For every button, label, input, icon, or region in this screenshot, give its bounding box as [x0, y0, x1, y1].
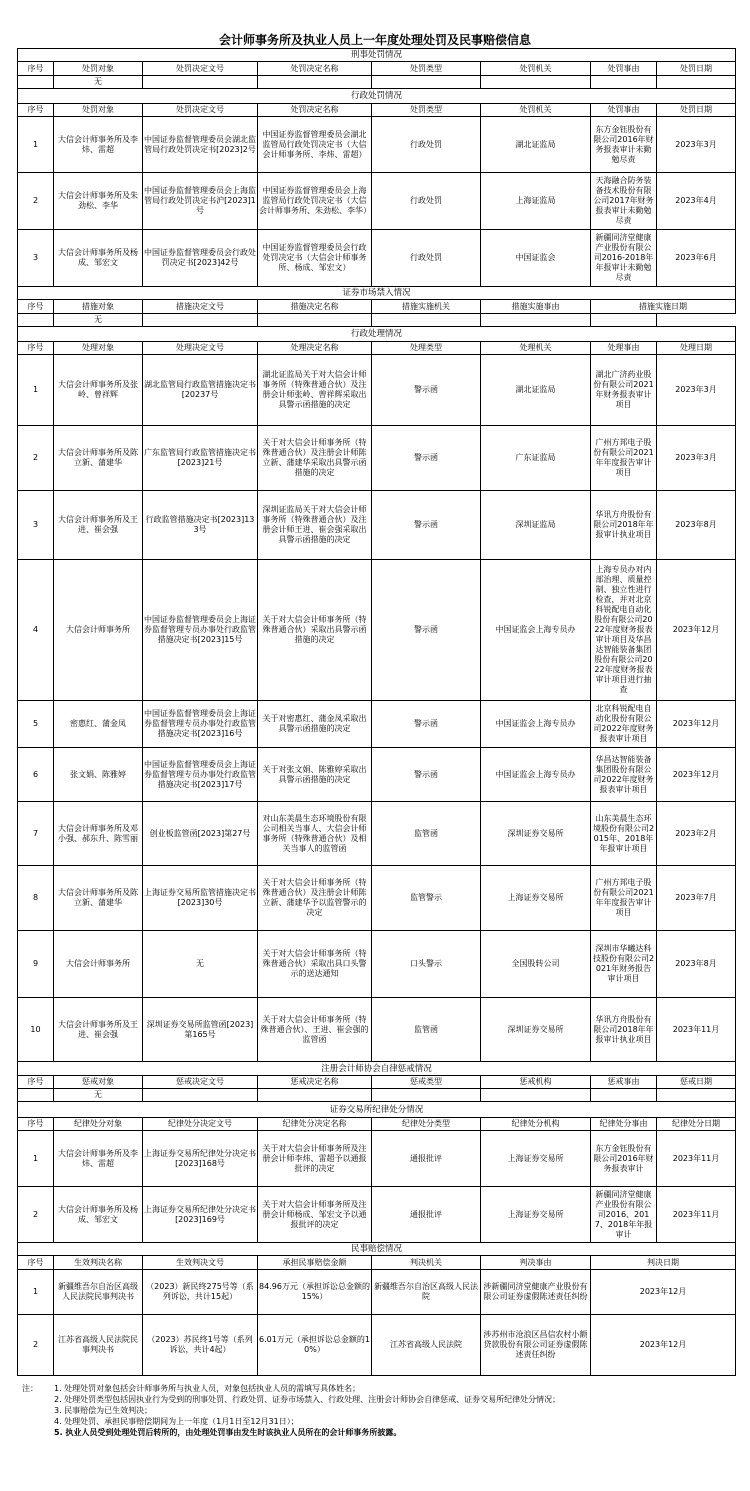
- table-cell: [143, 1089, 258, 1102]
- table-cell: 3: [18, 491, 54, 560]
- table-cell: 8: [18, 866, 54, 931]
- table-cell: 大信会计师事务所: [54, 931, 143, 998]
- column-header: 处罚日期: [657, 62, 736, 76]
- section-title-row: [18, 89, 736, 104]
- header-row: [18, 104, 736, 117]
- table-cell: 警示函: [372, 560, 481, 701]
- table-cell: 2023年3月: [657, 426, 736, 491]
- table-cell: 7: [18, 802, 54, 866]
- table-cell: 涉苏州市沧浪区昌信农村小额贷款股份有限公司证券虚假陈述责任纠纷: [481, 1315, 591, 1376]
- column-header: 措施决定名称: [258, 300, 372, 314]
- table-cell: 9: [18, 931, 54, 998]
- column-header: 判决机关: [372, 1256, 481, 1270]
- table-cell: 湖北广济药业股份有限公司2021年财务报表审计项目: [591, 355, 657, 426]
- table-cell: 2023年3月: [657, 355, 736, 426]
- column-header: 序号: [18, 300, 54, 314]
- section-title: 行政处理情况: [18, 327, 736, 342]
- table-row: [18, 560, 736, 701]
- column-header: 处罚日期: [657, 104, 736, 117]
- table-cell: 监管函: [372, 998, 481, 1062]
- notes-label: 注：: [22, 1384, 38, 1393]
- table-cell: 大信会计师事务所及王进、崔会强: [54, 491, 143, 560]
- table-cell: 2023年12月: [657, 701, 736, 748]
- table-cell: [258, 314, 372, 327]
- section-title-row: [18, 49, 736, 62]
- note-item: 2. 处理处罚类型包括因执业行为受到的刑事处罚、行政处罚、证券市场禁入、行政处理、注册会计师协会自律惩戒、证券交易所纪律处分情况；: [54, 1395, 561, 1404]
- table-cell: 大信会计师事务所及李炜、雷超: [54, 117, 143, 173]
- section-title: 民事赔偿情况: [18, 1243, 736, 1256]
- column-header: 措施决定文号: [143, 300, 258, 314]
- table-cell: 2023年8月: [657, 931, 736, 998]
- table-cell: 大信会计师事务所及张岭、曾祥辉: [54, 355, 143, 426]
- table-cell: 深圳证监局: [481, 491, 591, 560]
- column-header: 序号: [18, 62, 54, 76]
- table-cell: 中国证监会上海专员办: [481, 560, 591, 701]
- table-cell: 湖北监管局行政监管措施决定书[20237号: [143, 355, 258, 426]
- table-cell: 1: [18, 1131, 54, 1187]
- column-header: 措施实施机关: [372, 300, 481, 314]
- table-cell: 大信会计师事务所及朱劲松、李华: [54, 173, 143, 230]
- table-cell: 6: [18, 748, 54, 802]
- table-cell: 大信会计师事务所及杨成、邹宏文: [54, 1187, 143, 1243]
- table-cell: 深圳市华曦达科技股份有限公司2021年财务报告审计项目: [591, 931, 657, 998]
- header-row: [18, 62, 736, 76]
- section-title-row: [18, 327, 736, 342]
- table-row: [18, 802, 736, 866]
- note-item: 5. 执业人员受到处理处罚后转所的，由处理处罚事由发生时该执业人员所在的会计师事务所披露。: [54, 1428, 402, 1437]
- table-cell: 4: [18, 560, 54, 701]
- column-header: 处罚机关: [481, 62, 591, 76]
- table-row: [18, 230, 736, 287]
- column-header: 生效判决名称: [54, 1256, 143, 1270]
- column-header: 承担民事赔偿金额: [258, 1256, 372, 1270]
- table-cell: 大信会计师事务所及陈立新、蒲建华: [54, 426, 143, 491]
- table-cell: 深圳证券交易所: [481, 998, 591, 1062]
- column-header: 处理日期: [657, 342, 736, 355]
- table-cell: 大信会计师事务所及王进、崔会强: [54, 998, 143, 1062]
- header-row: [18, 1076, 736, 1089]
- table-cell: 关于对大信会计师事务所（特殊普通合伙）、王进、崔会强的监管函: [258, 998, 372, 1062]
- table-cell: 1: [18, 1270, 54, 1315]
- column-header: 处罚类型: [372, 62, 481, 76]
- table-cell: 大信会计师事务所及李炜、雷超: [54, 1131, 143, 1187]
- table-row: [18, 117, 736, 173]
- table-cell: 广州方邦电子股份有限公司2021年年度报告审计项目: [591, 866, 657, 931]
- table-cell: [372, 76, 481, 89]
- column-header: 纪律处分决定名称: [258, 1118, 372, 1131]
- table-row: [18, 76, 736, 89]
- table-cell: 2023年11月: [657, 1187, 736, 1243]
- table-cell: [657, 1089, 736, 1102]
- table-cell: 上海证券交易所监管措施决定书[2023]30号: [143, 866, 258, 931]
- table-cell: 10: [18, 998, 54, 1062]
- table-cell: 2: [18, 426, 54, 491]
- header-row: [18, 1256, 736, 1270]
- column-header: 惩戒机构: [481, 1076, 591, 1089]
- table-cell: 上海专员办对内部治理、质量控制、独立性进行检查，并对北京科锐配电自动化股份有限公司2022年度财务报表审计项目及华昌达智能装备集团股份有限公司2022年度财务报表审计项目进行抽查: [591, 560, 657, 701]
- section-title: 证券交易所纪律处分情况: [18, 1102, 736, 1118]
- table-cell: 新疆同济堂健康产业股份有限公司2016、2017、2018年年报审计: [591, 1187, 657, 1243]
- column-header: 处罚对象: [54, 104, 143, 117]
- table-cell: 2: [18, 1315, 54, 1376]
- section-title-row: [18, 287, 736, 300]
- table-cell: 上海证券交易所: [481, 1187, 591, 1243]
- table-cell: 广东证监局: [481, 426, 591, 491]
- header-row: [18, 1118, 736, 1131]
- table-cell: 通报批评: [372, 1131, 481, 1187]
- table-cell: 无: [54, 314, 143, 327]
- table-cell: 行政处罚: [372, 230, 481, 287]
- table-row: [18, 355, 736, 426]
- table-cell: [18, 1089, 54, 1102]
- note-item: 4. 处理处罚、承担民事赔偿期间为上一年度（1月1日至12月31日）；: [54, 1417, 299, 1426]
- column-header: 生效判决文号: [143, 1256, 258, 1270]
- column-header: 处罚决定文号: [143, 62, 258, 76]
- table-cell: 全国股转公司: [481, 931, 591, 998]
- column-header: 序号: [18, 1118, 54, 1131]
- table-row: [18, 998, 736, 1062]
- table-cell: 大信会计师事务所: [54, 560, 143, 701]
- table-cell: 上海证券交易所纪律处分决定书[2023]169号: [143, 1187, 258, 1243]
- table-cell: 密惠红、蒲金凤: [54, 701, 143, 748]
- table-cell: [481, 1089, 591, 1102]
- table-cell: 东方金钰股份有限公司2016年财务报表审计未勤勉尽责: [591, 117, 657, 173]
- column-header: 措施实施事由: [481, 300, 591, 314]
- section-title: 行政处罚情况: [18, 89, 736, 104]
- table-cell: 山东美晨生态环境股份有限公司2015年、2018年年报审计项目: [591, 802, 657, 866]
- table-cell: 中国证券监督管理委员会行政处罚决定书（大信会计师事务所、杨成、邹宏文）: [258, 230, 372, 287]
- column-header: 序号: [18, 1076, 54, 1089]
- table-cell: 大信会计师事务所及陈立新、蒲建华: [54, 866, 143, 931]
- table-cell: 中国证券监督管理委员会上海证券监督管理专员办事处行政监管措施决定书[2023]16号: [143, 701, 258, 748]
- table-cell: 江苏省高级人民法院民事判决书: [54, 1315, 143, 1376]
- page-title: 会计师事务所及执业人员上一年度处理处罚及民事赔偿信息: [218, 33, 531, 47]
- table-cell: 口头警示: [372, 931, 481, 998]
- disclosure-table: [17, 48, 736, 1376]
- table-cell: 广州方邦电子股份有限公司2021年年度报告审计项目: [591, 426, 657, 491]
- table-cell: [18, 314, 54, 327]
- table-cell: 中国证券监督管理委员会上海监管局行政处罚决定书沪[2023]1号: [143, 173, 258, 230]
- note-item: 3. 民事赔偿为已生效判决；: [54, 1406, 153, 1415]
- table-cell: 新疆同济堂健康产业股份有限公司2016-2018年年报审计未勤勉尽责: [591, 230, 657, 287]
- section-title-row: [18, 1102, 736, 1118]
- table-cell: 无: [143, 931, 258, 998]
- table-cell: 广东监管局行政监管措施决定书[2023]21号: [143, 426, 258, 491]
- table-cell: [481, 314, 591, 327]
- table-cell: 中国证监会: [481, 230, 591, 287]
- column-header: 惩戒事由: [591, 1076, 657, 1089]
- table-cell: 警示函: [372, 426, 481, 491]
- column-header: 措施对象: [54, 300, 143, 314]
- table-row: [18, 1187, 736, 1243]
- column-header: 处罚对象: [54, 62, 143, 76]
- table-cell: [143, 314, 258, 327]
- column-header: 处理类型: [372, 342, 481, 355]
- table-cell: 上海证券交易所: [481, 1131, 591, 1187]
- column-header: 处罚决定名称: [258, 62, 372, 76]
- table-row: [18, 314, 736, 327]
- table-cell: [258, 1089, 372, 1102]
- section-title: 证券市场禁入情况: [18, 287, 736, 300]
- column-header: 判决日期: [591, 1256, 736, 1270]
- section-title-row: [18, 1243, 736, 1256]
- table-cell: 张文娟、陈雅婷: [54, 748, 143, 802]
- column-header: 处罚机关: [481, 104, 591, 117]
- header-row: [18, 300, 736, 314]
- table-cell: 涉新疆同济堂健康产业股份有限公司证券虚假陈述责任纠纷: [481, 1270, 591, 1315]
- table-cell: 警示函: [372, 748, 481, 802]
- table-cell: 2023年6月: [657, 230, 736, 287]
- table-cell: 2023年4月: [657, 173, 736, 230]
- table-cell: 中国证券监督管理委员会行政处罚决定书[2023]42号: [143, 230, 258, 287]
- table-cell: 湖北证监局关于对大信会计师事务所（特殊普通合伙）及注册会计师张岭、曾祥辉采取出具警示函措施的决定: [258, 355, 372, 426]
- column-header: 惩戒日期: [657, 1076, 736, 1089]
- table-row: [18, 748, 736, 802]
- table-cell: 中国证券监督管理委员会上海证券监督管理专员办事处行政监管措施决定书[2023]15号: [143, 560, 258, 701]
- column-header: 惩戒类型: [372, 1076, 481, 1089]
- column-header: 处罚类型: [372, 104, 481, 117]
- table-cell: [657, 76, 736, 89]
- table-row: [18, 931, 736, 998]
- table-row: [18, 1089, 736, 1102]
- table-cell: 2023年12月: [591, 1315, 736, 1376]
- column-header: 序号: [18, 104, 54, 117]
- table-cell: [591, 76, 657, 89]
- table-cell: 关于对密惠红、蒲金凤采取出具警示函措施的决定: [258, 701, 372, 748]
- table-cell: 湖北证监局: [481, 117, 591, 173]
- table-cell: 上海证监局: [481, 173, 591, 230]
- table-cell: 无: [54, 1089, 143, 1102]
- table-cell: 2023年12月: [591, 1270, 736, 1315]
- note-item: 1. 处理处罚对象包括会计师事务所与执业人员，对象包括执业人员的需填写具体姓名；: [54, 1384, 361, 1393]
- table-cell: [18, 76, 54, 89]
- table-cell: 新疆维吾尔自治区高级人民法院民事判决书: [54, 1270, 143, 1315]
- table-cell: [372, 314, 481, 327]
- column-header: 纪律处分日期: [657, 1118, 736, 1131]
- table-cell: [591, 1089, 657, 1102]
- table-cell: 上海证券交易所: [481, 866, 591, 931]
- column-header: 处理对象: [54, 342, 143, 355]
- table-cell: 警示函: [372, 491, 481, 560]
- table-cell: 华讯方舟股份有限公司2018年年报审计执业项目: [591, 998, 657, 1062]
- table-cell: 2023年8月: [657, 491, 736, 560]
- column-header: 纪律处分类型: [372, 1118, 481, 1131]
- table-row: [18, 1131, 736, 1187]
- table-cell: 东方金钰股份有限公司2016年财务报表审计: [591, 1131, 657, 1187]
- column-header: 处理机关: [481, 342, 591, 355]
- column-header: 惩戒决定文号: [143, 1076, 258, 1089]
- table-cell: 监管警示: [372, 866, 481, 931]
- table-cell: 上海证券交易所纪律处分决定书[2023]168号: [143, 1131, 258, 1187]
- table-cell: 关于对大信会计师事务所及注册会计师杨成、邹宏文予以通报批评的决定: [258, 1187, 372, 1243]
- table-row: [18, 1270, 736, 1315]
- column-header: 纪律处分对象: [54, 1118, 143, 1131]
- table-cell: 中国证券监督管理委员会湖北监管局行政处罚决定书[2023]2号: [143, 117, 258, 173]
- table-cell: 关于对大信会计师事务所（特殊普通合伙）采取出具口头警示的送达通知: [258, 931, 372, 998]
- column-header: 惩戒对象: [54, 1076, 143, 1089]
- section-title: 注册会计师协会自律惩戒情况: [18, 1062, 736, 1076]
- table-cell: [372, 1089, 481, 1102]
- table-cell: [591, 314, 657, 327]
- table-cell: 中国证券监督管理委员会湖北监管局行政处罚决定书（大信会计师事务所、李炜、雷超）: [258, 117, 372, 173]
- table-cell: 北京科锐配电自动化股份有限公司2022年度财务报表审计项目: [591, 701, 657, 748]
- table-cell: 2: [18, 1187, 54, 1243]
- table-cell: 大信会计师事务所及邓小强、郝东升、陈雪丽: [54, 802, 143, 866]
- table-cell: 5: [18, 701, 54, 748]
- column-header: 纪律处分机构: [481, 1118, 591, 1131]
- table-cell: 华讯方舟股份有限公司2018年年报审计执业项目: [591, 491, 657, 560]
- table-cell: 2023年11月: [657, 1131, 736, 1187]
- column-header: 处罚事由: [591, 62, 657, 76]
- table-cell: 2: [18, 173, 54, 230]
- table-row: [18, 426, 736, 491]
- table-cell: 2023年7月: [657, 866, 736, 931]
- column-header: 处理决定名称: [258, 342, 372, 355]
- column-header: 处罚事由: [591, 104, 657, 117]
- table-cell: 华昌达智能装备集团股份有限公司2022年度财务报表审计项目: [591, 748, 657, 802]
- table-cell: 2023年11月: [657, 998, 736, 1062]
- column-header: 纪律处分事由: [591, 1118, 657, 1131]
- table-cell: 关于对大信会计师事务所（特殊普通合伙）及注册会计师陈立新、蒲建华予以监管警示的决定: [258, 866, 372, 931]
- table-cell: 新疆维吾尔自治区高级人民法院: [372, 1270, 481, 1315]
- table-cell: 中国证监会上海专员办: [481, 748, 591, 802]
- table-cell: 中国证监会上海专员办: [481, 701, 591, 748]
- table-row: [18, 491, 736, 560]
- column-header: 惩戒决定名称: [258, 1076, 372, 1089]
- table-cell: 天海融合防务装备技术股份有限公司2017年财务报表审计未勤勉尽责: [591, 173, 657, 230]
- column-header: 处罚决定名称: [258, 104, 372, 117]
- table-cell: 2023年2月: [657, 802, 736, 866]
- table-cell: 对山东美晨生态环境股份有限公司相关当事人、大信会计师事务所（特殊普通合伙）及相关当事人的监管函: [258, 802, 372, 866]
- table-cell: 深圳证券交易所: [481, 802, 591, 866]
- table-cell: 关于对大信会计师事务所及注册会计师李炜、雷超予以通报批评的决定: [258, 1131, 372, 1187]
- table-cell: 警示函: [372, 355, 481, 426]
- table-cell: 3: [18, 230, 54, 287]
- table-cell: [258, 76, 372, 89]
- table-cell: 6.01万元（承担诉讼总金额的10%）: [258, 1315, 372, 1376]
- table-cell: 关于对张文娟、陈雅婷采取出具警示函措施的决定: [258, 748, 372, 802]
- table-row: [18, 866, 736, 931]
- table-cell: 创业板监管函[2023]第27号: [143, 802, 258, 866]
- table-cell: 江苏省高级人民法院: [372, 1315, 481, 1376]
- column-header: 纪律处分决定文号: [143, 1118, 258, 1131]
- section-title-row: [18, 1062, 736, 1076]
- section-title: 刑事处罚情况: [18, 49, 736, 62]
- table-cell: 2023年3月: [657, 117, 736, 173]
- table-cell: （2023）苏民终1号等（系列诉讼，共计4起）: [143, 1315, 258, 1376]
- table-cell: 2023年12月: [657, 748, 736, 802]
- column-header: 处理决定文号: [143, 342, 258, 355]
- column-header: 处理事由: [591, 342, 657, 355]
- table-cell: 行政处罚: [372, 173, 481, 230]
- table-cell: 湖北证监局: [481, 355, 591, 426]
- table-cell: 行政处罚: [372, 117, 481, 173]
- column-header: 措施实施日期: [591, 300, 736, 314]
- table-cell: 通报批评: [372, 1187, 481, 1243]
- table-cell: 行政监管措施决定书[2023]133号: [143, 491, 258, 560]
- table-cell: 深圳证监局关于对大信会计师事务所（特殊普通合伙）及注册会计师王进、崔会强采取出具警示函措施的决定: [258, 491, 372, 560]
- table-cell: [143, 76, 258, 89]
- table-row: [18, 173, 736, 230]
- column-header: 序号: [18, 1256, 54, 1270]
- table-cell: 关于对大信会计师事务所（特殊普通合伙）及注册会计师陈立新、蒲建华采取出具警示函措施的决定: [258, 426, 372, 491]
- table-cell: 84.96万元（承担诉讼总金额的15%）: [258, 1270, 372, 1315]
- table-cell: 1: [18, 117, 54, 173]
- table-cell: 监管函: [372, 802, 481, 866]
- table-cell: 中国证券监督管理委员会上海证券监督管理专员办事处行政监管措施决定书[2023]17号: [143, 748, 258, 802]
- table-cell: 无: [54, 76, 143, 89]
- table-cell: 中国证券监督管理委员会上海监管局行政处罚决定书（大信会计师事务所、朱劲松、李华）: [258, 173, 372, 230]
- table-cell: 大信会计师事务所及杨成、邹宏文: [54, 230, 143, 287]
- table-cell: （2023）新民终275号等（系列诉讼，共计15起）: [143, 1270, 258, 1315]
- table-cell: 2023年12月: [657, 560, 736, 701]
- table-cell: 警示函: [372, 701, 481, 748]
- table-row: [18, 1315, 736, 1376]
- table-cell: 深圳证券交易所监管函[2023]第165号: [143, 998, 258, 1062]
- column-header: 序号: [18, 342, 54, 355]
- table-cell: 1: [18, 355, 54, 426]
- table-cell: [481, 76, 591, 89]
- table-cell: 关于对大信会计师事务所（特殊普通合伙）采取出具警示函措施的决定: [258, 560, 372, 701]
- table-row: [18, 701, 736, 748]
- column-header: 判决事由: [481, 1256, 591, 1270]
- header-row: [18, 342, 736, 355]
- column-header: 处罚决定文号: [143, 104, 258, 117]
